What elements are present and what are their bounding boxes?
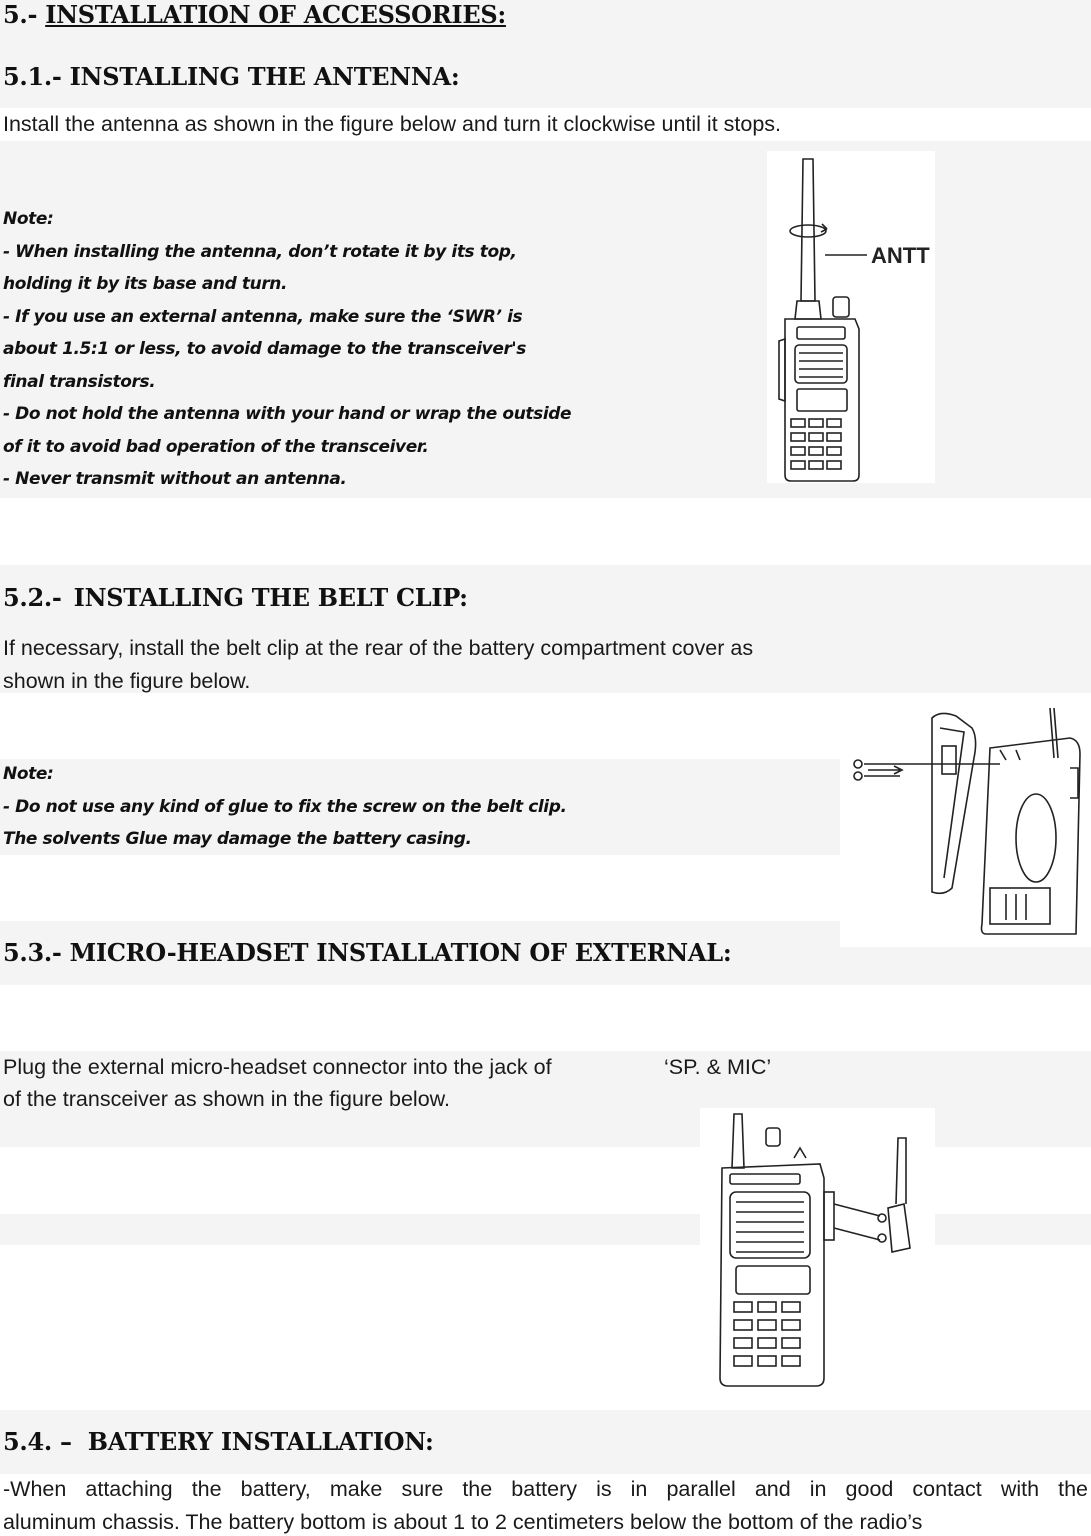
headset-title: - MICRO-HEADSET INSTALLATION OF EXTERNAL: bbox=[51, 938, 732, 967]
note-line: of it to avoid bad operation of the transceiver. bbox=[3, 436, 429, 457]
antenna-instruction: Install the antenna as shown in the figure below and turn it clockwise until it stops. bbox=[3, 112, 782, 136]
battery-heading: 5.4. – BATTERY INSTALLATION: bbox=[3, 1427, 434, 1456]
note-line: - Do not use any kind of glue to fix the screw on the belt clip. bbox=[3, 796, 567, 817]
belt-clip-note bbox=[3, 758, 567, 856]
note-line: final transistors. bbox=[3, 371, 156, 392]
belt-clip-number: 5.2.- bbox=[3, 583, 62, 612]
antenna-figure bbox=[767, 151, 935, 483]
text-line: shown in the figure below. bbox=[3, 669, 251, 693]
note-line: holding it by its base and turn. bbox=[3, 274, 288, 294]
battery-instruction-line1: -When attaching the battery, make sure the battery is in parallel and in good contact with the bbox=[3, 1477, 1088, 1501]
note-line: - When installing the antenna, don’t rotate it by its top, bbox=[3, 241, 517, 262]
battery-instruction-line2: aluminum chassis. The battery bottom is about 1 to 2 centimeters below the bottom of the radio’s bbox=[3, 1510, 923, 1534]
headset-instruction-line1: Plug the external micro-headset connector into the jack of bbox=[3, 1055, 552, 1079]
headset-heading bbox=[3, 938, 731, 967]
jack-label: ‘SP. & MIC’ bbox=[664, 1055, 772, 1079]
belt-clip-title: INSTALLING THE BELT CLIP: bbox=[73, 583, 468, 612]
section-number: 5.- bbox=[3, 0, 38, 29]
antenna-note bbox=[3, 203, 571, 496]
headset-instruction-line2: of the transceiver as shown in the figure below. bbox=[3, 1087, 450, 1111]
note-line: Note: bbox=[3, 764, 54, 784]
belt-clip-instruction bbox=[3, 632, 753, 698]
text-line: If necessary, install the belt clip at the rear of the battery compartment cover as bbox=[3, 636, 754, 660]
note-line: about 1.5:1 or less, to avoid damage to the transceiver's bbox=[3, 339, 526, 359]
antenna-label: ANTT bbox=[871, 243, 930, 268]
note-line: - Never transmit without an antenna. bbox=[3, 469, 347, 489]
headset-number: 5.3. bbox=[3, 938, 52, 967]
belt-clip-heading bbox=[3, 583, 468, 612]
antenna-heading: 5.1.- INSTALLING THE ANTENNA: bbox=[3, 62, 460, 91]
note-line: The solvents Glue may damage the battery casing. bbox=[3, 829, 472, 849]
note-line: Note: bbox=[3, 209, 54, 229]
headset-figure bbox=[700, 1108, 935, 1388]
section-title-text: INSTALLATION OF ACCESSORIES: bbox=[45, 0, 506, 29]
belt-clip-figure bbox=[840, 698, 1091, 947]
note-line: - Do not hold the antenna with your hand or wrap the outside bbox=[3, 404, 572, 424]
section-title bbox=[3, 0, 506, 29]
note-line: - If you use an external antenna, make sure the ‘SWR’ is bbox=[3, 306, 523, 327]
